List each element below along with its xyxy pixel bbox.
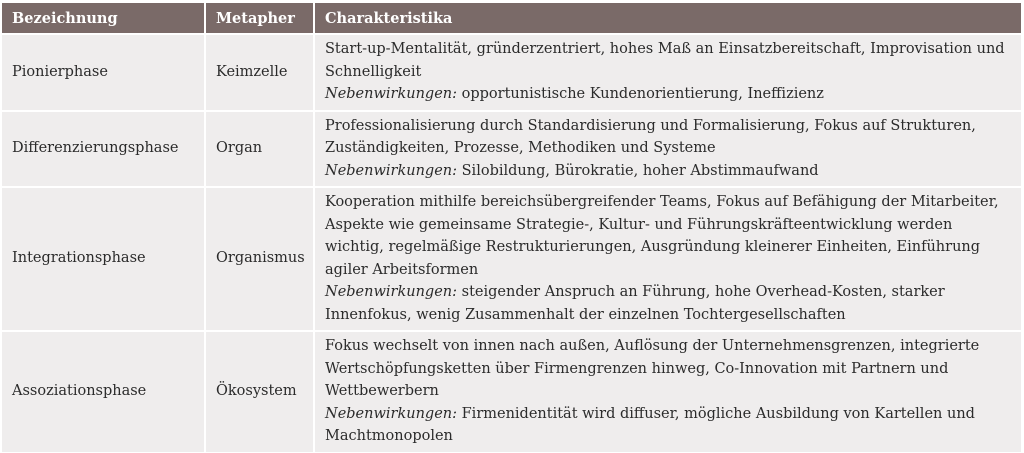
row-description: Professionalisierung durch Standardisierung und Formalisierung, Fokus auf Strukturen, Zuständigkeiten, Prozesse, Methodiken und Systeme: [325, 117, 976, 156]
row-name: Pionierphase: [2, 34, 205, 111]
row-metaphor: Keimzelle: [205, 34, 314, 111]
side-effects-text: Silobildung, Bürokratie, hoher Abstimmaufwand: [457, 162, 819, 179]
table-row: [2, 331, 1021, 452]
row-description: Start-up-Mentalität, gründerzentriert, hohes Maß an Einsatzbereitschaft, Improvisation und Schnelligkeit: [325, 41, 1005, 80]
row-characteristics: [314, 111, 1021, 188]
side-effects-text: Firmenidentität wird diffuser, mögliche Ausbildung von Kartellen und Machtmonopolen: [325, 405, 975, 444]
row-characteristics: [314, 187, 1021, 331]
header-charakteristika: Charakteristika: [314, 3, 1021, 34]
side-effects-label: Nebenwirkungen:: [325, 284, 458, 300]
header-bezeichnung: Bezeichnung: [2, 3, 205, 34]
table-header-row: [2, 3, 1021, 34]
side-effects-text: steigender Anspruch an Führung, hohe Overhead-Kosten, starker Innenfokus, wenig Zusammenhalt der einzelnen Tochtergesellschaften: [325, 284, 945, 323]
row-side-effects: [325, 403, 1011, 448]
row-side-effects: [325, 281, 1011, 326]
table-row: [2, 34, 1021, 111]
table-row: [2, 111, 1021, 188]
header-metapher: Metapher: [205, 3, 314, 34]
row-side-effects: [325, 160, 1011, 183]
side-effects-text: opportunistische Kundenorientierung, Ineffizienz: [457, 86, 824, 102]
side-effects-label: Nebenwirkungen:: [325, 86, 458, 102]
row-metaphor: Organismus: [205, 187, 314, 331]
table-row: [2, 187, 1021, 331]
row-characteristics: [314, 331, 1021, 452]
row-name: Differenzierungsphase: [2, 111, 205, 188]
side-effects-label: Nebenwirkungen:: [325, 405, 458, 422]
row-name: Integrationsphase: [2, 187, 205, 331]
phases-table: [2, 3, 1021, 452]
row-metaphor: Organ: [205, 111, 314, 188]
row-metaphor: Ökosystem: [205, 331, 314, 452]
row-side-effects: [325, 83, 1011, 106]
row-name: Assoziationsphase: [2, 331, 205, 452]
side-effects-label: Nebenwirkungen:: [325, 162, 458, 179]
row-description: Fokus wechselt von innen nach außen, Auflösung der Unternehmensgrenzen, integrierte Wertschöpfungsketten über Firmengrenzen hinweg, Co-Innovation mit Partnern und Wettbewerbern: [325, 338, 980, 399]
row-characteristics: [314, 34, 1021, 111]
row-description: Kooperation mithilfe bereichsübergreifender Teams, Fokus auf Befähigung der Mitarbeiter, Aspekte wie gemeinsame Strategie-, Kultur- und Führungskräfteentwicklung werden wichtig, regelmäßige Restrukturierungen, Ausgründung kleinerer Einheiten, Einführung agiler Arbeitsformen: [325, 194, 999, 278]
